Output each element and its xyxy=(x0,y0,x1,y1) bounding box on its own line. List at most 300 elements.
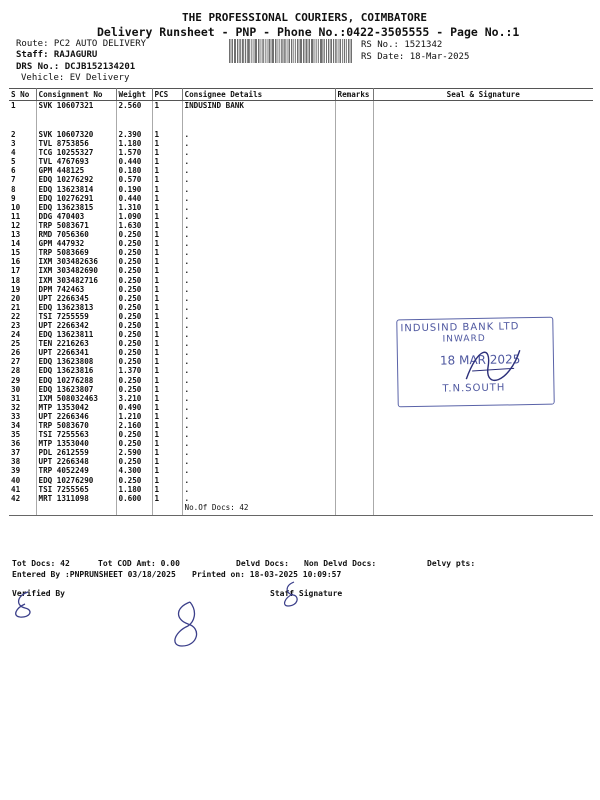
empty-cell xyxy=(373,503,593,516)
row-weight: 0.250 xyxy=(116,239,152,248)
empty-cell xyxy=(36,503,116,516)
row-seal xyxy=(373,185,593,194)
row-pcs: 1 xyxy=(152,303,182,312)
row-weight: 0.250 xyxy=(116,285,152,294)
row-consignment-no: DDG 470403 xyxy=(36,212,116,221)
row-weight: 0.250 xyxy=(116,385,152,394)
row-remarks xyxy=(335,129,373,139)
row-consignee: . xyxy=(182,221,335,230)
row-sno: 6 xyxy=(9,166,36,175)
row-weight: 0.190 xyxy=(116,185,152,194)
row-weight: 0.250 xyxy=(116,376,152,385)
row-remarks xyxy=(335,376,373,385)
table-row xyxy=(9,448,593,457)
verified-by-label: Verified By xyxy=(12,589,65,598)
row-remarks xyxy=(335,212,373,221)
row-consignment-no: EDQ 13623815 xyxy=(36,203,116,212)
row-pcs: 1 xyxy=(152,194,182,203)
row-remarks xyxy=(335,185,373,194)
row-sno: 20 xyxy=(9,294,36,303)
row-weight: 1.090 xyxy=(116,212,152,221)
table-row xyxy=(9,230,593,239)
row-pcs: 1 xyxy=(152,312,182,321)
row-weight: 0.250 xyxy=(116,303,152,312)
row-consignee: . xyxy=(182,239,335,248)
table-row xyxy=(9,439,593,448)
row-remarks xyxy=(335,239,373,248)
table-body xyxy=(9,101,593,516)
row-pcs: 1 xyxy=(152,157,182,166)
row-pcs: 1 xyxy=(152,203,182,212)
row-pcs: 1 xyxy=(152,266,182,275)
row-weight: 0.250 xyxy=(116,357,152,366)
staff-signature-icon xyxy=(280,580,306,610)
table-row xyxy=(9,175,593,184)
row-weight: 0.250 xyxy=(116,294,152,303)
row-consignment-no: EDQ 13623816 xyxy=(36,366,116,375)
row-remarks xyxy=(335,194,373,203)
row-sno: 13 xyxy=(9,230,36,239)
row-seal xyxy=(373,166,593,175)
row-weight: 3.210 xyxy=(116,394,152,403)
row-weight: 0.250 xyxy=(116,439,152,448)
row-consignment-no: EDQ 10276288 xyxy=(36,376,116,385)
row-weight: 0.250 xyxy=(116,312,152,321)
row-consignee: . xyxy=(182,285,335,294)
row-consignment-no: EDQ 13623807 xyxy=(36,385,116,394)
col-seal-signature: Seal & Signature xyxy=(373,89,593,101)
row-consignee: . xyxy=(182,330,335,339)
row-consignment-no: EDQ 13623813 xyxy=(36,303,116,312)
row-consignment-no: UPT 2266346 xyxy=(36,412,116,421)
row-sno: 27 xyxy=(9,357,36,366)
row-consignee: . xyxy=(182,466,335,475)
row-weight: 0.250 xyxy=(116,457,152,466)
row-pcs: 1 xyxy=(152,221,182,230)
table-row xyxy=(9,285,593,294)
col-weight: Weight xyxy=(116,89,152,101)
row-consignee: . xyxy=(182,203,335,212)
row-pcs: 1 xyxy=(152,175,182,184)
row-weight: 0.250 xyxy=(116,321,152,330)
drs-number: DRS No.: DCJB152134201 xyxy=(16,62,136,72)
rs-number: RS No.: 1521342 xyxy=(361,40,443,50)
row-consignment-no: EDQ 13623811 xyxy=(36,330,116,339)
vehicle-label: Vehicle: EV Delivery xyxy=(21,73,130,83)
row-consignment-no: DPM 742463 xyxy=(36,285,116,294)
row-sno: 5 xyxy=(9,157,36,166)
row-weight: 1.180 xyxy=(116,485,152,494)
row-consignee: . xyxy=(182,248,335,257)
row-remarks xyxy=(335,466,373,475)
col-consignee: Consignee Details xyxy=(182,89,335,101)
row-remarks xyxy=(335,485,373,494)
no-of-docs: No.Of Docs: 42 xyxy=(182,503,335,516)
row-consignment-no: PDL 2612559 xyxy=(36,448,116,457)
row-sno: 29 xyxy=(9,376,36,385)
row-remarks xyxy=(335,157,373,166)
empty-cell xyxy=(152,503,182,516)
row-sno: 23 xyxy=(9,321,36,330)
row-consignment-no: MTP 1353042 xyxy=(36,403,116,412)
staff-label: Staff: RAJAGURU xyxy=(16,50,98,60)
row-remarks xyxy=(335,330,373,339)
row-seal xyxy=(373,221,593,230)
row-weight: 1.180 xyxy=(116,139,152,148)
row-seal xyxy=(373,476,593,485)
row-remarks xyxy=(335,385,373,394)
delivered-docs: Delvd Docs: xyxy=(236,559,289,568)
company-name: THE PROFESSIONAL COURIERS, COIMBATORE xyxy=(182,11,428,24)
row-consignee: . xyxy=(182,129,335,139)
table-row xyxy=(9,466,593,475)
row-consignment-no: TVL 4767693 xyxy=(36,157,116,166)
row-seal xyxy=(373,448,593,457)
row-remarks xyxy=(335,257,373,266)
table-row xyxy=(9,203,593,212)
row-consignment-no: TRP 4052249 xyxy=(36,466,116,475)
row-sno: 2 xyxy=(9,129,36,139)
row-consignment-no: TSI 7255563 xyxy=(36,430,116,439)
row-remarks xyxy=(335,448,373,457)
row-remarks xyxy=(335,101,373,130)
row-weight: 0.250 xyxy=(116,348,152,357)
row-sno: 18 xyxy=(9,276,36,285)
row-sno: 24 xyxy=(9,330,36,339)
row-remarks xyxy=(335,148,373,157)
row-pcs: 1 xyxy=(152,348,182,357)
total-cod-amount: Tot COD Amt: 0.00 xyxy=(98,559,180,568)
row-remarks xyxy=(335,339,373,348)
row-consignee: . xyxy=(182,366,335,375)
row-remarks xyxy=(335,175,373,184)
row-pcs: 1 xyxy=(152,139,182,148)
row-remarks xyxy=(335,230,373,239)
row-consignment-no: TRP 5083670 xyxy=(36,421,116,430)
row-consignee: . xyxy=(182,476,335,485)
row-consignment-no: MTP 1353040 xyxy=(36,439,116,448)
row-seal xyxy=(373,129,593,139)
row-sno: 16 xyxy=(9,257,36,266)
row-consignment-no: IXM 303482636 xyxy=(36,257,116,266)
row-weight: 1.370 xyxy=(116,366,152,375)
row-pcs: 1 xyxy=(152,494,182,503)
row-consignee: . xyxy=(182,394,335,403)
row-consignment-no: IXM 508032463 xyxy=(36,394,116,403)
col-consignment: Consignment No xyxy=(36,89,116,101)
row-consignment-no: TVL 8753856 xyxy=(36,139,116,148)
row-sno: 28 xyxy=(9,366,36,375)
row-consignee: . xyxy=(182,385,335,394)
row-remarks xyxy=(335,221,373,230)
row-seal xyxy=(373,139,593,148)
empty-cell xyxy=(335,503,373,516)
table-row xyxy=(9,266,593,275)
row-weight: 0.250 xyxy=(116,339,152,348)
row-consignment-no: GPM 448125 xyxy=(36,166,116,175)
row-consignment-no: IXM 303482716 xyxy=(36,276,116,285)
row-pcs: 1 xyxy=(152,148,182,157)
row-sno: 32 xyxy=(9,403,36,412)
row-consignee: . xyxy=(182,185,335,194)
row-consignment-no: TEN 2216263 xyxy=(36,339,116,348)
row-remarks xyxy=(335,476,373,485)
row-seal xyxy=(373,294,593,303)
row-seal xyxy=(373,421,593,430)
col-sno: S No xyxy=(9,89,36,101)
row-pcs: 1 xyxy=(152,385,182,394)
col-remarks: Remarks xyxy=(335,89,373,101)
row-seal xyxy=(373,212,593,221)
table-row xyxy=(9,412,593,421)
row-sno: 41 xyxy=(9,485,36,494)
row-remarks xyxy=(335,166,373,175)
empty-cell xyxy=(116,503,152,516)
row-seal xyxy=(373,175,593,184)
row-consignment-no: UPT 2266341 xyxy=(36,348,116,357)
printed-on: Printed on: 18-03-2025 10:09:57 xyxy=(192,570,342,579)
col-pcs: PCS xyxy=(152,89,182,101)
row-sno: 17 xyxy=(9,266,36,275)
row-seal xyxy=(373,257,593,266)
row-consignee: . xyxy=(182,485,335,494)
row-remarks xyxy=(335,294,373,303)
row-sno: 37 xyxy=(9,448,36,457)
table-row xyxy=(9,457,593,466)
row-pcs: 1 xyxy=(152,339,182,348)
row-consignment-no: UPT 2266345 xyxy=(36,294,116,303)
row-consignee: . xyxy=(182,312,335,321)
table-row xyxy=(9,421,593,430)
row-consignee: . xyxy=(182,303,335,312)
row-pcs: 1 xyxy=(152,239,182,248)
bank-inward-stamp xyxy=(396,317,555,408)
row-seal xyxy=(373,266,593,275)
row-sno: 14 xyxy=(9,239,36,248)
row-consignee: . xyxy=(182,257,335,266)
row-seal xyxy=(373,485,593,494)
row-consignee: . xyxy=(182,494,335,503)
row-weight: 1.570 xyxy=(116,148,152,157)
row-pcs: 1 xyxy=(152,129,182,139)
row-pcs: 1 xyxy=(152,412,182,421)
row-pcs: 1 xyxy=(152,285,182,294)
row-weight: 0.440 xyxy=(116,194,152,203)
stamp-region: T.N.SOUTH xyxy=(442,382,506,395)
row-remarks xyxy=(335,312,373,321)
row-weight: 0.250 xyxy=(116,257,152,266)
row-remarks xyxy=(335,457,373,466)
table-row xyxy=(9,221,593,230)
table-row xyxy=(9,494,593,503)
row-consignee: . xyxy=(182,276,335,285)
row-sno: 34 xyxy=(9,421,36,430)
row-seal xyxy=(373,276,593,285)
stamp-signature-icon xyxy=(458,340,529,389)
barcode xyxy=(229,39,353,63)
row-remarks xyxy=(335,248,373,257)
row-consignment-no: IXM 303482690 xyxy=(36,266,116,275)
route-label: Route: PC2 AUTO DELIVERY xyxy=(16,39,147,49)
row-consignment-no: EDQ 13623814 xyxy=(36,185,116,194)
row-remarks xyxy=(335,139,373,148)
table-row xyxy=(9,485,593,494)
row-consignment-no: MRT 1311098 xyxy=(36,494,116,503)
row-consignee: . xyxy=(182,421,335,430)
row-consignee: . xyxy=(182,439,335,448)
row-consignee: . xyxy=(182,348,335,357)
row-seal xyxy=(373,230,593,239)
row-remarks xyxy=(335,203,373,212)
no-of-docs-row xyxy=(9,503,593,516)
row-pcs: 1 xyxy=(152,330,182,339)
row-consignee: . xyxy=(182,376,335,385)
row-pcs: 1 xyxy=(152,185,182,194)
row-seal xyxy=(373,466,593,475)
row-pcs: 1 xyxy=(152,457,182,466)
row-consignment-no: TSI 7255565 xyxy=(36,485,116,494)
row-sno: 38 xyxy=(9,457,36,466)
row-remarks xyxy=(335,276,373,285)
row-consignment-no: UPT 2266348 xyxy=(36,457,116,466)
row-remarks xyxy=(335,266,373,275)
row-consignment-no: EDQ 13623808 xyxy=(36,357,116,366)
row-remarks xyxy=(335,394,373,403)
row-sno: 3 xyxy=(9,139,36,148)
large-signature-icon xyxy=(168,600,208,650)
row-seal xyxy=(373,248,593,257)
row-consignee: . xyxy=(182,403,335,412)
row-consignee: . xyxy=(182,148,335,157)
row-consignee: . xyxy=(182,139,335,148)
row-pcs: 1 xyxy=(152,366,182,375)
row-consignment-no: EDQ 10276290 xyxy=(36,476,116,485)
row-pcs: 1 xyxy=(152,466,182,475)
table-row xyxy=(9,129,593,139)
row-sno: 26 xyxy=(9,348,36,357)
row-weight: 0.440 xyxy=(116,157,152,166)
row-consignee: . xyxy=(182,321,335,330)
table-row xyxy=(9,248,593,257)
row-sno: 4 xyxy=(9,148,36,157)
row-pcs: 1 xyxy=(152,248,182,257)
row-consignee: . xyxy=(182,175,335,184)
row-consignee: . xyxy=(182,166,335,175)
row-consignee: . xyxy=(182,412,335,421)
row-seal xyxy=(373,303,593,312)
row-pcs: 1 xyxy=(152,485,182,494)
row-consignee: . xyxy=(182,357,335,366)
table-row xyxy=(9,148,593,157)
row-pcs: 1 xyxy=(152,321,182,330)
row-pcs: 1 xyxy=(152,430,182,439)
row-seal xyxy=(373,494,593,503)
row-seal xyxy=(373,239,593,248)
row-pcs: 1 xyxy=(152,439,182,448)
row-pcs: 1 xyxy=(152,166,182,175)
row-sno: 15 xyxy=(9,248,36,257)
row-sno: 10 xyxy=(9,203,36,212)
row-sno: 36 xyxy=(9,439,36,448)
row-consignee: . xyxy=(182,230,335,239)
row-consignee: . xyxy=(182,194,335,203)
row-seal xyxy=(373,430,593,439)
row-seal xyxy=(373,148,593,157)
row-sno: 7 xyxy=(9,175,36,184)
staff-signature-label: Staff Signature xyxy=(270,589,343,598)
row-weight: 0.600 xyxy=(116,494,152,503)
row-consignment-no: TRP 5083669 xyxy=(36,248,116,257)
table-row xyxy=(9,239,593,248)
row-consignee: . xyxy=(182,266,335,275)
row-pcs: 1 xyxy=(152,448,182,457)
stamp-inward: INWARD xyxy=(442,333,486,345)
table-row xyxy=(9,101,593,130)
table-row xyxy=(9,257,593,266)
table-row xyxy=(9,139,593,148)
row-pcs: 1 xyxy=(152,212,182,221)
table-header-row xyxy=(9,89,593,101)
row-sno: 39 xyxy=(9,466,36,475)
row-sno: 40 xyxy=(9,476,36,485)
row-seal xyxy=(373,101,593,130)
row-consignee: . xyxy=(182,212,335,221)
row-seal xyxy=(373,157,593,166)
verified-signature-icon xyxy=(10,590,40,620)
row-weight: 2.560 xyxy=(116,101,152,130)
row-sno: 1 xyxy=(9,101,36,130)
row-weight: 0.570 xyxy=(116,175,152,184)
table-row xyxy=(9,476,593,485)
row-weight: 1.310 xyxy=(116,203,152,212)
row-pcs: 1 xyxy=(152,357,182,366)
table-row xyxy=(9,194,593,203)
row-pcs: 1 xyxy=(152,257,182,266)
row-sno: 22 xyxy=(9,312,36,321)
rs-date: RS Date: 18-Mar-2025 xyxy=(361,52,470,62)
row-sno: 33 xyxy=(9,412,36,421)
row-remarks xyxy=(335,321,373,330)
table-row xyxy=(9,303,593,312)
table-row xyxy=(9,212,593,221)
non-delivered-docs: Non Delvd Docs: xyxy=(304,559,377,568)
row-pcs: 1 xyxy=(152,276,182,285)
row-weight: 0.250 xyxy=(116,230,152,239)
consignment-table xyxy=(9,88,593,516)
row-remarks xyxy=(335,412,373,421)
row-pcs: 1 xyxy=(152,403,182,412)
row-sno: 31 xyxy=(9,394,36,403)
row-remarks xyxy=(335,403,373,412)
row-weight: 0.490 xyxy=(116,403,152,412)
stamp-bank-name: INDUSIND BANK LTD xyxy=(400,321,520,335)
row-weight: 1.630 xyxy=(116,221,152,230)
row-sno: 8 xyxy=(9,185,36,194)
table-row xyxy=(9,166,593,175)
row-remarks xyxy=(335,439,373,448)
row-consignment-no: EDQ 10276292 xyxy=(36,175,116,184)
row-sno: 19 xyxy=(9,285,36,294)
row-sno: 25 xyxy=(9,339,36,348)
row-remarks xyxy=(335,348,373,357)
row-consignment-no: TSI 7255559 xyxy=(36,312,116,321)
row-seal xyxy=(373,203,593,212)
total-docs: Tot Docs: 42 xyxy=(12,559,70,568)
row-sno: 35 xyxy=(9,430,36,439)
row-seal xyxy=(373,457,593,466)
row-consignment-no: TRP 5083671 xyxy=(36,221,116,230)
table-row xyxy=(9,276,593,285)
